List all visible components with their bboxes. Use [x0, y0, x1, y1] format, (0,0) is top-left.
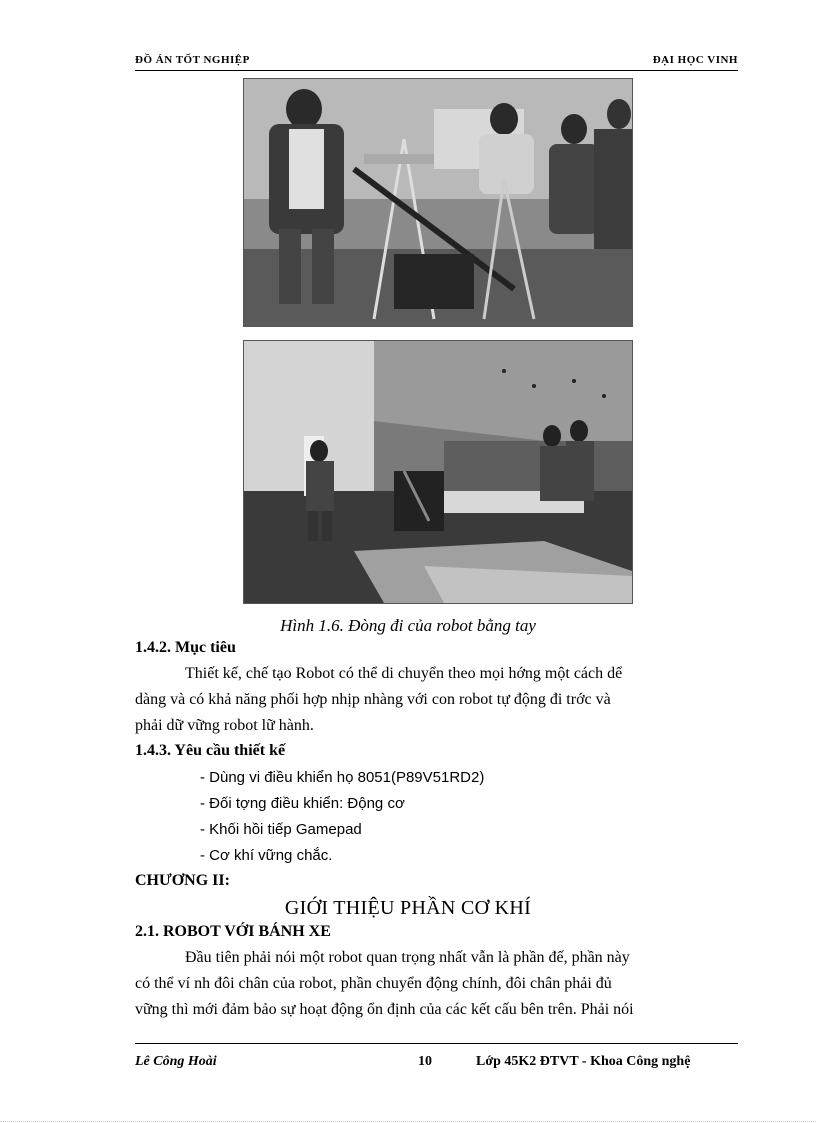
section-title-2-1: 2.1. ROBOT VỚI BÁNH XE: [135, 923, 331, 940]
chapter-label: CHƯƠNG II:: [135, 872, 230, 889]
section-title-1-4-2: 1.4.2. Mục tiêu: [135, 639, 236, 656]
page-number: 10: [418, 1054, 432, 1069]
footer-rule: [135, 1043, 738, 1044]
chapter-title: GIỚI THIỆU PHẦN CƠ KHÍ: [284, 897, 532, 919]
paragraph-line: Đầu tiên phải nói một robot quan trọng nhất vẫn là phần đế, phần này: [185, 949, 630, 966]
section-title-1-4-3: 1.4.3. Yêu cầu thiết kế: [135, 742, 286, 759]
figure-caption: Hình 1.6. Đòng đi của robot bằng tay: [280, 616, 536, 635]
robot-photo-top: [243, 78, 633, 327]
footer-author: Lê Công Hoài: [135, 1054, 217, 1069]
paragraph-line: Thiết kế, chế tạo Robot có thể di chuyển theo mọi hớng một cách dể: [185, 665, 623, 682]
header-right: ĐẠI HỌC VINH: [652, 54, 738, 66]
paragraph-line: vững thì mới đảm bảo sự hoạt động ổn định của các kết cấu bên trên. Phải nói: [135, 1001, 634, 1018]
paragraph-line: phải dữ vững robot lữ hành.: [135, 717, 314, 734]
list-item: - Cơ khí vững chắc.: [200, 847, 333, 864]
header-rule: [135, 70, 738, 71]
list-item: - Dùng vi điều khiển họ 8051(P89V51RD2): [200, 769, 485, 786]
robot-photo-bottom: [243, 340, 633, 604]
page-edge: [0, 1121, 816, 1122]
header-left: ĐỒ ÁN TỐT NGHIỆP: [135, 54, 250, 66]
list-item: - Đối tợng điều khiển: Động cơ: [200, 795, 405, 812]
paragraph-line: có thể ví nh đôi chân của robot, phần chuyển động chính, đôi chân phải đủ: [135, 975, 612, 992]
list-item: - Khối hồi tiếp Gamepad: [200, 821, 362, 838]
paragraph-line: dàng và có khả năng phối hợp nhịp nhàng với con robot tự động đi trớc và: [135, 691, 611, 708]
footer-class-info: Lớp 45K2 ĐTVT - Khoa Công nghệ: [476, 1054, 691, 1069]
